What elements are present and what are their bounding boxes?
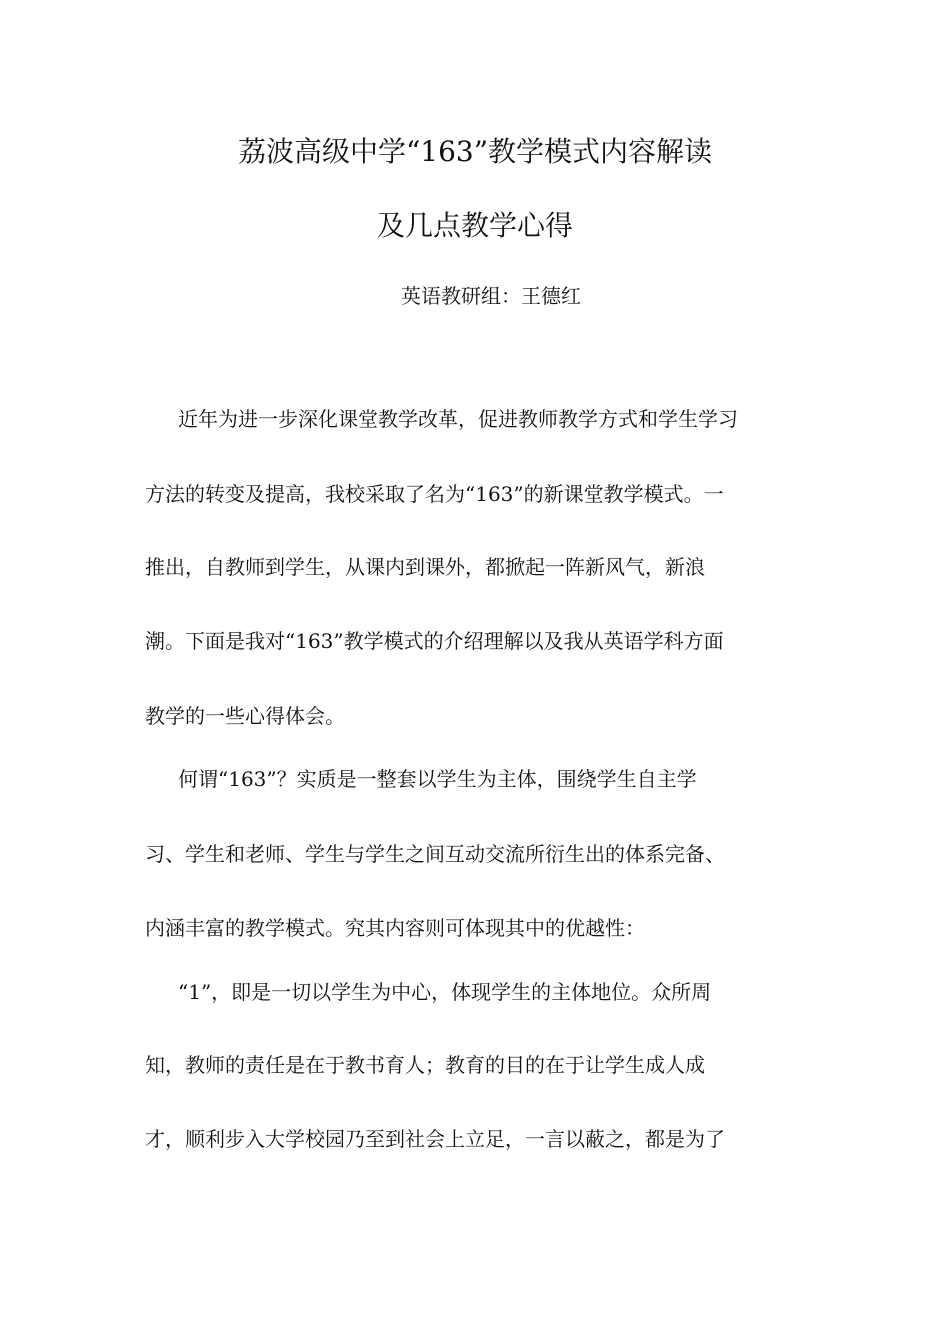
body-line: 内涵丰富的教学模式。究其内容则可体现其中的优越性： (145, 916, 645, 940)
body-line: 何谓“163”？实质是一整套以学生为主体，围绕学生自主学 (178, 767, 697, 791)
body-line: 潮。下面是我对“163”教学模式的介绍理解以及我从英语学科方面 (145, 629, 724, 653)
document-title-line-2: 及几点教学心得 (376, 209, 573, 242)
author-line: 英语教研组：王德红 (401, 284, 581, 308)
body-line: 教学的一些心得体会。 (145, 704, 345, 728)
body-line: 推出，自教师到学生，从课内到课外，都掀起一阵新风气，新浪 (145, 555, 705, 579)
body-line: 习、学生和老师、学生与学生之间互动交流所衍生出的体系完备、 (145, 842, 725, 866)
body-line: 近年为进一步深化课堂教学改革，促进教师教学方式和学生学习 (178, 407, 738, 431)
document-title-line-1: 荔波高级中学“163”教学模式内容解读 (237, 135, 713, 168)
body-line: 知，教师的责任是在于教书育人；教育的目的在于让学生成人成 (145, 1053, 705, 1077)
body-line: 方法的转变及提高，我校采取了名为“163”的新课堂教学模式。一 (145, 482, 724, 506)
body-line: “1”，即是一切以学生为中心，体现学生的主体地位。众所周 (178, 980, 712, 1004)
body-line: 才，顺利步入大学校园乃至到社会上立足，一言以蔽之，都是为了 (145, 1127, 725, 1151)
